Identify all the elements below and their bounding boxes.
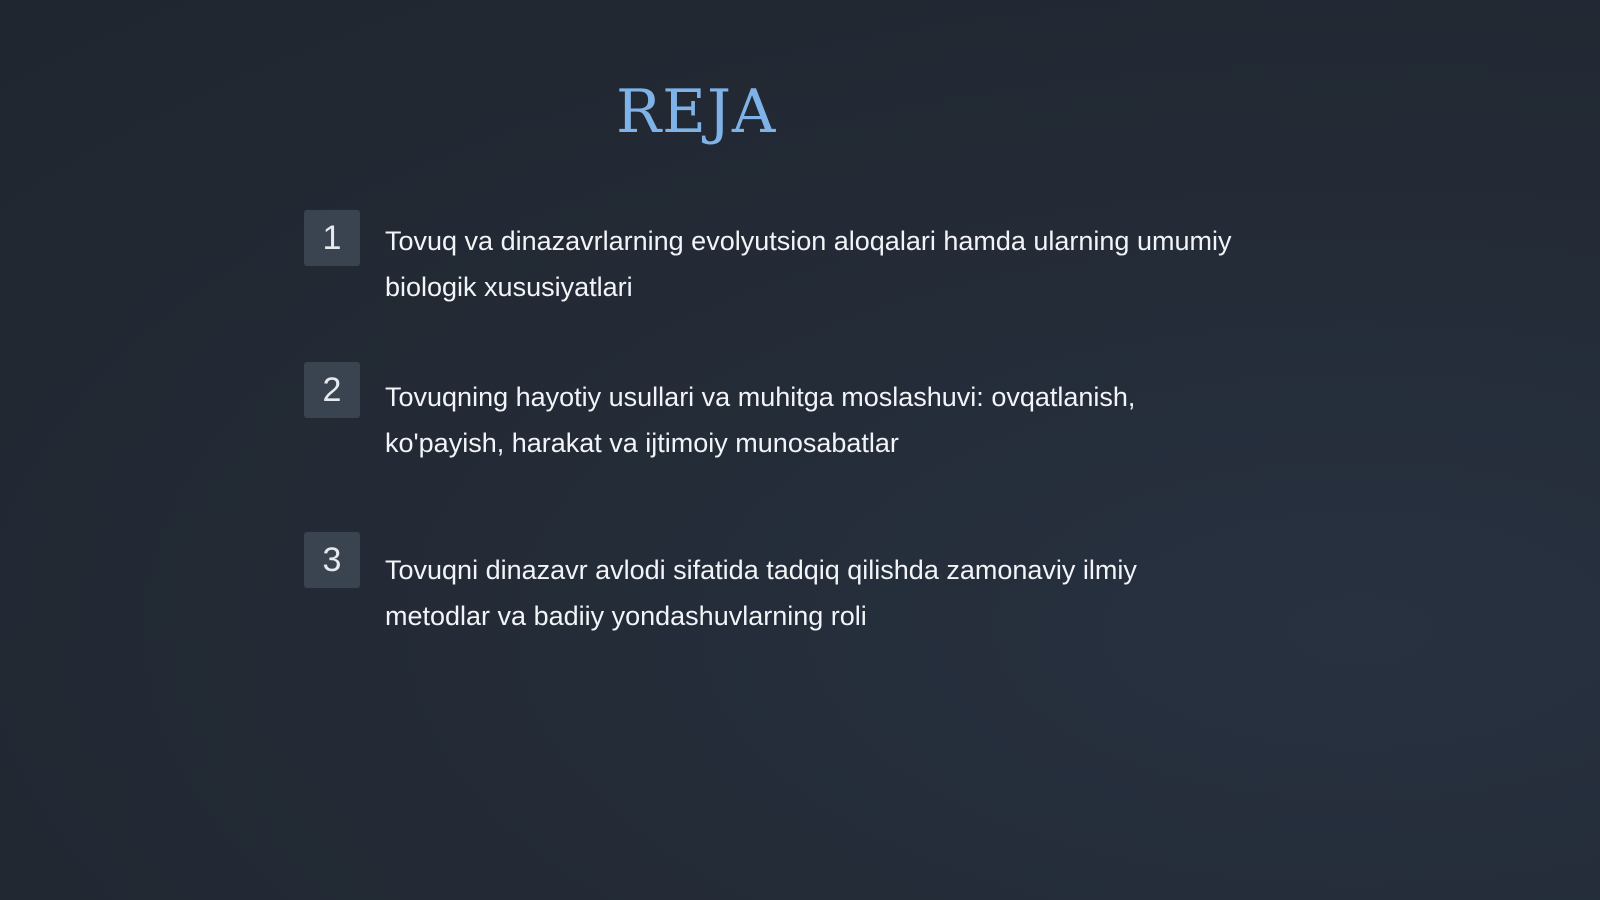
item-text: Tovuq va dinazavrlarning evolyutsion aloqalari hamda ularning umumiy biologik xususiyatlari bbox=[385, 226, 1232, 302]
slide-title: REJA bbox=[616, 77, 777, 147]
item-number-badge: 3 bbox=[304, 532, 360, 588]
item-number-badge: 1 bbox=[304, 210, 360, 266]
item-number-badge: 2 bbox=[304, 362, 360, 418]
item-text: Tovuqning hayotiy usullari va muhitga moslashuvi: ovqatlanish, ko'payish, harakat va ijtimoiy munosabatlar bbox=[385, 382, 1136, 458]
item-text: Tovuqni dinazavr avlodi sifatida tadqiq qilishda zamonaviy ilmiy metodlar va badiiy yondashuvlarning roli bbox=[385, 555, 1137, 631]
